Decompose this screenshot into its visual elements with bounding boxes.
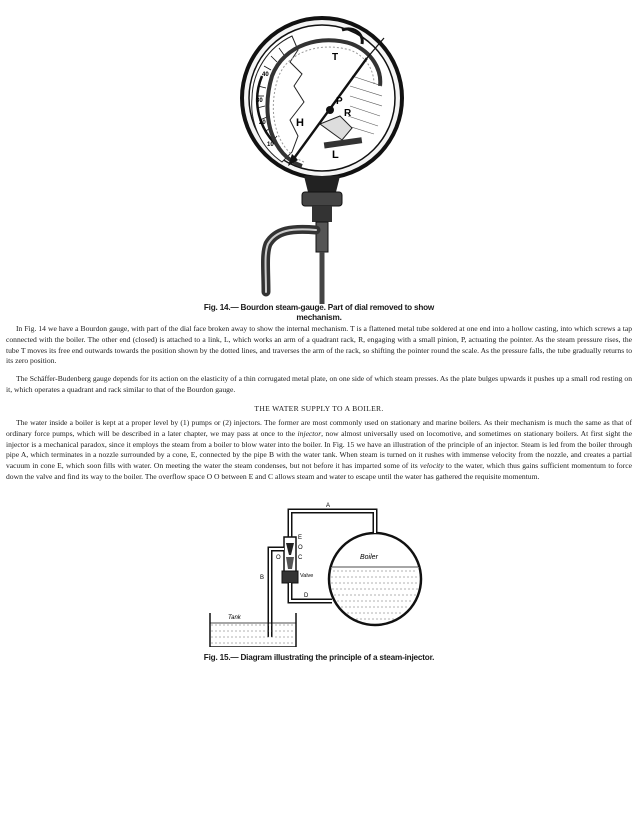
paragraph-water-supply bbox=[6, 418, 632, 483]
emphasis-velocity: velocity bbox=[420, 461, 444, 471]
paragraph-schaffer bbox=[6, 374, 632, 396]
figure-14-caption-line1: Fig. 14.— Bourdon steam-gauge. Part of dial removed to show bbox=[203, 303, 435, 312]
injector-label-tank: Tank bbox=[228, 615, 241, 621]
gauge-label-l: L bbox=[332, 149, 339, 161]
figure-15-caption: Fig. 15.— Diagram illustrating the principle of a steam-injector. bbox=[203, 653, 435, 662]
paragraph-water-supply-part1: The water inside a boiler is kept at a proper level by (1) pumps or (2) injectors. The former are most commonly used on stationary and marine boilers. As their mechanism is much the same as that of ordinary force pumps, which will be described in a later chapter, we may pass at once to the bbox=[6, 418, 632, 438]
scale-20: 20 bbox=[259, 120, 266, 126]
injector-label-d: D bbox=[304, 593, 309, 599]
gauge-label-p: P bbox=[336, 96, 343, 107]
injector-diagram-figure bbox=[200, 497, 430, 647]
bourdon-gauge-figure bbox=[232, 16, 412, 306]
section-heading: THE WATER SUPPLY TO A BOILER. bbox=[254, 404, 384, 413]
scale-40: 40 bbox=[262, 72, 269, 78]
injector-label-boiler: Boiler bbox=[360, 554, 378, 561]
scale-10: 10 bbox=[267, 142, 274, 148]
figure-14-caption-line2: mechanism. bbox=[296, 313, 342, 322]
paragraph-water-supply-part3: to the water, which thus gains sufficient momentum to force down the valve and find its way to the boiler. The overflow space O O between E and C allows steam and water to escape until the water has gathered the requisite momentum. bbox=[6, 461, 632, 481]
paragraph-schaffer-text: The Schäffer-Budenberg gauge depends for its action on the elasticity of a thin corrugated metal plate, on one side of which steam presses. As the plate bulges upwards it pushes up a small rod resting on it, which operates a quadrant and rack similar to that of the Bourdon gauge. bbox=[6, 374, 632, 394]
injector-label-b: B bbox=[260, 575, 265, 581]
injector-label-a: A bbox=[326, 503, 331, 509]
injector-label-valve: Valve bbox=[300, 573, 314, 579]
scale-30: 30 bbox=[256, 98, 263, 104]
paragraph-water-supply-part2: , now almost universally used on locomotive, and sometimes on stationary boilers. At first sight the injector is a mechanical paradox, since it employs the steam from a boiler to blow water into the boiler. In Fig. 15 we have an illustration of the principle of an injector. Steam is led from the boiler through pipe A, which terminates in a nozzle surrounded by a cone, E, connected by the pipe B with the water tank. When steam is turned on it rushes with immense velocity from the nozzle, and creates a partial vacuum in cone E, which soon fills with water. On meeting the water the steam condenses, but not before it has imparted some of its bbox=[6, 428, 632, 471]
injector-label-o1: O bbox=[298, 545, 303, 551]
emphasis-injector: injector bbox=[297, 428, 322, 438]
gauge-label-t: T bbox=[332, 52, 339, 63]
paragraph-bourdon bbox=[6, 324, 632, 367]
injector-label-c: C bbox=[298, 555, 303, 561]
gauge-label-h: H bbox=[296, 117, 304, 129]
paragraph-bourdon-text: In Fig. 14 we have a Bourdon gauge, with part of the dial face broken away to show the internal mechanism. T is a flattened metal tube soldered at one end into a hollow casting, into which screws a tap connected with the boiler. The other end (closed) is attached to a link, L, which works an arm of a quadrant rack, R, engaging with a small pinion, P, actuating the pointer. As the steam pressure rises, the tube T moves its free end outwards towards the position shown by the dotted lines, and traverses the arm of the rack, so shifting the pointer round the scale. As the pressure falls, the tube gradually returns to its zero position. bbox=[6, 324, 632, 366]
injector-label-o2: O bbox=[276, 555, 281, 561]
gauge-label-r: R bbox=[344, 108, 352, 119]
injector-label-e: E bbox=[298, 535, 303, 541]
figure-14-caption bbox=[150, 303, 488, 323]
